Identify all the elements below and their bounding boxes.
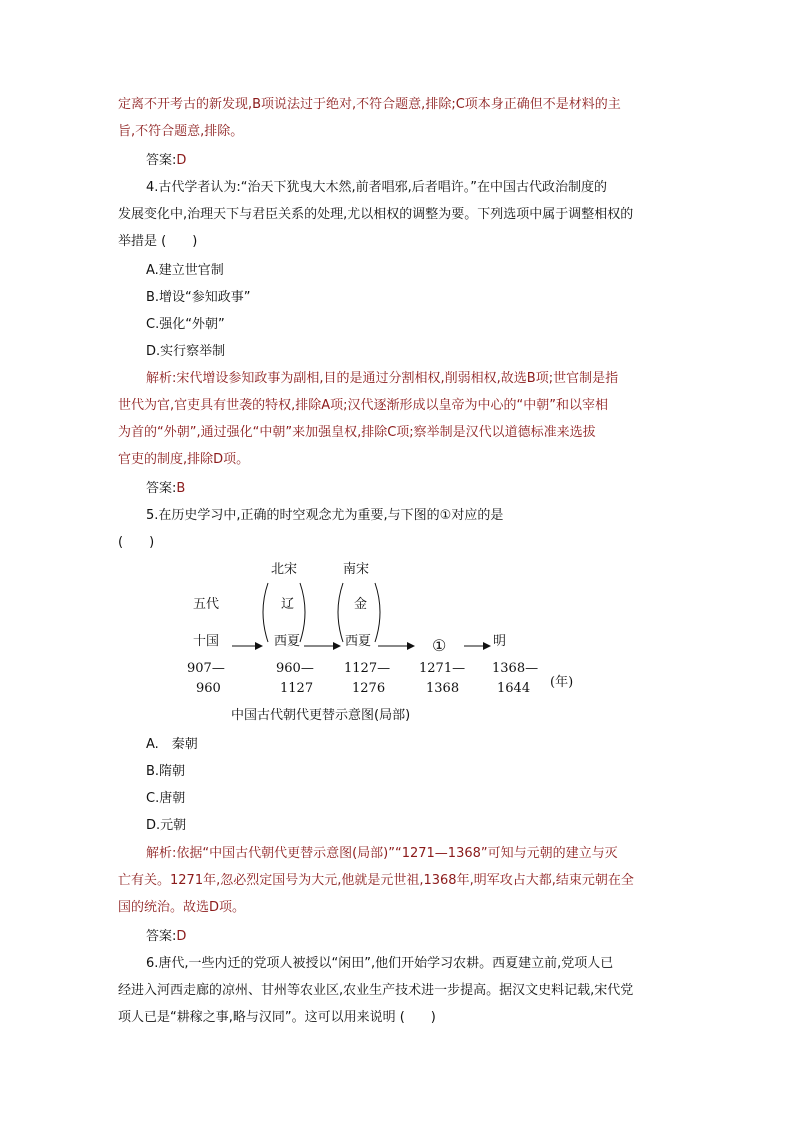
label-ming: 明 bbox=[493, 634, 507, 649]
text-line: 亡有关。1271年,忽必烈定国号为大元,他就是元世祖,1368年,明军攻占大都,结束元朝在全 bbox=[118, 873, 634, 888]
period-5-end: 1644 bbox=[497, 681, 531, 696]
text-line: B.增设“参知政事” bbox=[146, 290, 251, 305]
text-line: 经进入河西走廊的凉州、甘州等农业区,农业生产技术进一步提高。据汉文史料记载,宋代党 bbox=[118, 983, 634, 998]
text-line: 解析:依据“中国古代朝代更替示意图(局部)”“1271—1368”可知与元朝的建立与灭 bbox=[146, 846, 618, 861]
answer-value: B bbox=[176, 481, 186, 496]
text-line: 解析:宋代增设参知政事为副相,目的是通过分割相权,削弱相权,故选B项;世官制是指 bbox=[146, 371, 619, 386]
diagram-caption: 中国古代朝代更替示意图(局部) bbox=[231, 708, 411, 723]
unit-label: (年) bbox=[550, 675, 574, 690]
label-nansong: 南宋 bbox=[343, 562, 370, 577]
label-beisong: 北宋 bbox=[271, 562, 298, 577]
text-line: 为首的“外朝”,通过强化“中朝”来加强皇权,排除C项;察举制是汉代以道德标准来选拔 bbox=[118, 425, 596, 440]
answer-line: 答案:B bbox=[146, 481, 186, 496]
text-line: 4.古代学者认为:“治天下犹曳大木然,前者唱邪,后者唱许。”在中国古代政治制度的 bbox=[146, 180, 608, 195]
text-line: 6.唐代,一些内迁的党项人被授以“闲田”,他们开始学习农耕。西夏建立前,党项人已 bbox=[146, 956, 614, 971]
bracket-left-1 bbox=[263, 583, 268, 642]
answer-value: D bbox=[176, 153, 187, 168]
text-line: 项人已是“耕稼之事,略与汉同”。这可以用来说明 ( ) bbox=[118, 1010, 436, 1025]
period-1-start: 907— bbox=[187, 661, 225, 676]
label-xixia-1: 西夏 bbox=[274, 634, 301, 649]
answer-value: D bbox=[176, 929, 187, 944]
text-line: 旨,不符合题意,排除。 bbox=[118, 124, 244, 139]
text-line: 世代为官,官吏具有世袭的特权,排除A项;汉代逐渐形成以皇帝为中心的“中朝”和以宰相 bbox=[118, 398, 609, 413]
label-circle-1: ① bbox=[432, 636, 447, 655]
text-line: 定离不开考古的新发现,B项说法过于绝对,不符合题意,排除;C项本身正确但不是材料的主 bbox=[118, 97, 621, 112]
period-2-start: 960— bbox=[276, 661, 314, 676]
period-2-end: 1127 bbox=[280, 681, 314, 696]
label-jin: 金 bbox=[354, 597, 368, 612]
text-line: D.实行察举制 bbox=[146, 344, 226, 359]
text-line: 国的统治。故选D项。 bbox=[118, 900, 246, 915]
period-4-start: 1271— bbox=[419, 661, 466, 676]
text-line: C.强化“外朝” bbox=[146, 317, 225, 332]
text-line: C.唐朝 bbox=[146, 791, 186, 806]
period-4-end: 1368 bbox=[426, 681, 460, 696]
text-line: A.建立世官制 bbox=[146, 263, 224, 278]
text-line: 官吏的制度,排除D项。 bbox=[118, 452, 250, 467]
bracket-left-2 bbox=[338, 583, 343, 642]
answer-line: 答案:D bbox=[146, 153, 187, 168]
label-wudai: 五代 bbox=[193, 597, 220, 612]
period-3-start: 1127— bbox=[344, 661, 391, 676]
period-1-end: 960 bbox=[196, 681, 221, 696]
period-3-end: 1276 bbox=[352, 681, 386, 696]
label-shiguo: 十国 bbox=[193, 634, 220, 649]
label-xixia-2: 西夏 bbox=[345, 634, 372, 649]
text-line: A. 秦朝 bbox=[146, 737, 198, 752]
text-line: B.隋朝 bbox=[146, 764, 186, 779]
period-5-start: 1368— bbox=[492, 661, 539, 676]
text-line: 发展变化中,治理天下与君臣关系的处理,尤以相权的调整为要。下列选项中属于调整相权的 bbox=[118, 207, 634, 222]
bracket-right-1 bbox=[300, 583, 305, 642]
text-line: ( ) bbox=[118, 535, 155, 550]
text-line: 举措是 ( ) bbox=[118, 234, 198, 249]
text-line: D.元朝 bbox=[146, 818, 187, 833]
bracket-right-2 bbox=[375, 583, 380, 642]
label-liao: 辽 bbox=[281, 597, 295, 612]
text-line: 5.在历史学习中,正确的时空观念尤为重要,与下图的①对应的是 bbox=[146, 508, 504, 523]
answer-line: 答案:D bbox=[146, 929, 187, 944]
